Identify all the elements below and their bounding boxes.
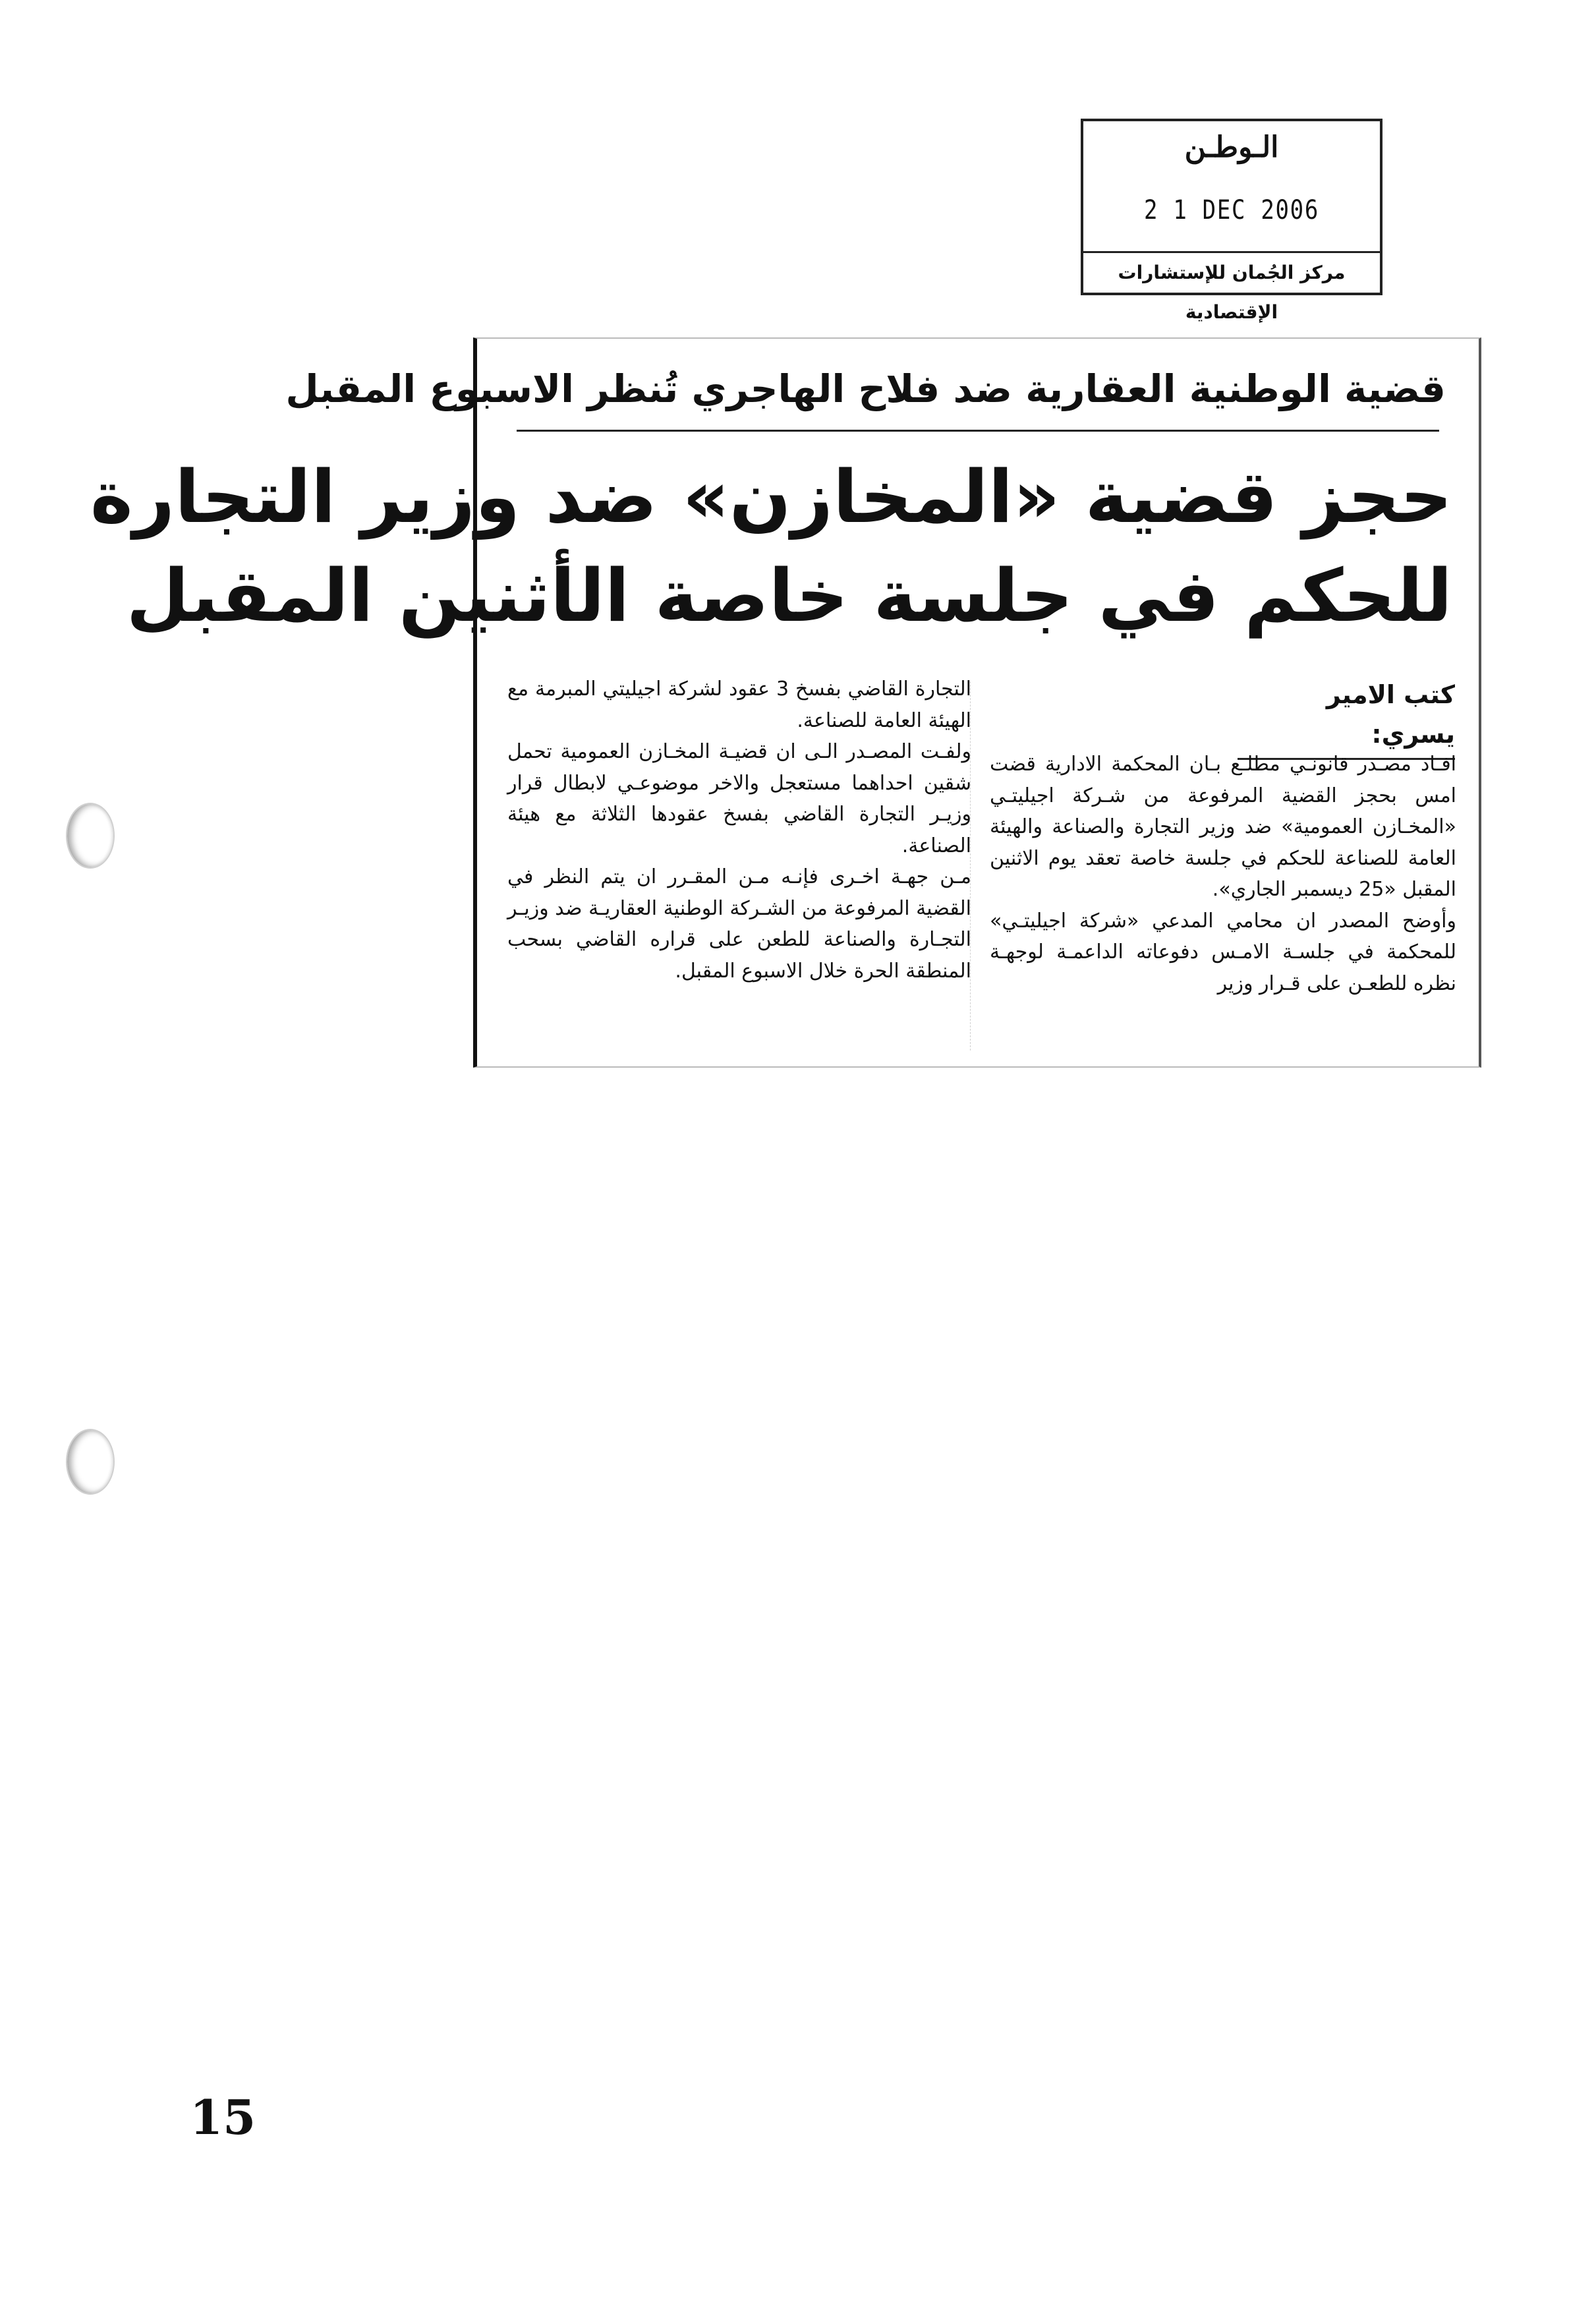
punch-hole [66,803,115,869]
paragraph: افـاد مصـدر قانونـي مطلـع بـان المحكمة الادارية قضت امس بحجز القضية المرفوعة من شـركة اجيليتـي «المخـازن العمومية» ضد وزير التجارة والصناعة والهيئة العامة للصناعة للحكم في جلسة خاصة تعقد يوم الاثنين المقبل «25 ديسمبر الجاري». [990,753,1456,901]
stamp-date: 2 1 DEC 2006 [1143,195,1320,225]
article-column-1 [990,749,1456,999]
kicker-divider [517,430,1439,432]
page-number: 15 [190,2089,256,2145]
headline-line-2: للحكم في جلسة خاصة الأثنين المقبل [126,554,1452,638]
newspaper-name: الـوطـن [1184,130,1279,164]
paragraph: وأوضح المصدر ان محامي المدعي «شركة اجيليتـي» للمحكمة في جلسـة الامـس دفوعاته الداعمـة لوجهـة نظره للطعـن على قـرار وزير [990,909,1456,995]
paragraph: ولفـت المصـدر الـى ان قضيـة المخـازن العمومية تحمل شقين احداهما مستعجل والاخر موضوعـي لابطال قرار وزيـر التجارة القاضي بفسخ عقودها الثلاثة مع هيئة الصناعة. [507,740,971,857]
paragraph: التجارة القاضي بفسخ 3 عقود لشركة اجيليتي المبرمة مع الهيئة العامة للصناعة. [507,678,971,732]
archive-stamp [1081,119,1382,323]
article-column-2 [507,674,971,987]
headline-line-1: حجز قضية «المخازن» ضد وزير التجارة [90,455,1452,539]
newspaper-clipping [90,337,1481,1068]
article-byline: كتب الامير يسري: [1238,675,1455,760]
stamp-center-name: مركز الجُمان للإستشارات الإقتصادية [1083,251,1380,293]
paragraph: مـن جهـة اخـرى فإنـه مـن المقـرر ان يتم النظر في القضية المرفوعة من الشـركة الوطنية العقاريـة ضد وزيـر التجـارة والصناعة للطعن على قراره القاضي بسحب المنطقة الحرة خلال الاسبوع المقبل. [507,865,971,983]
article-kicker: قضية الوطنية العقارية ضد فلاح الهاجري تُنظر الاسبوع المقبل [285,366,1446,411]
punch-hole [66,1429,115,1495]
